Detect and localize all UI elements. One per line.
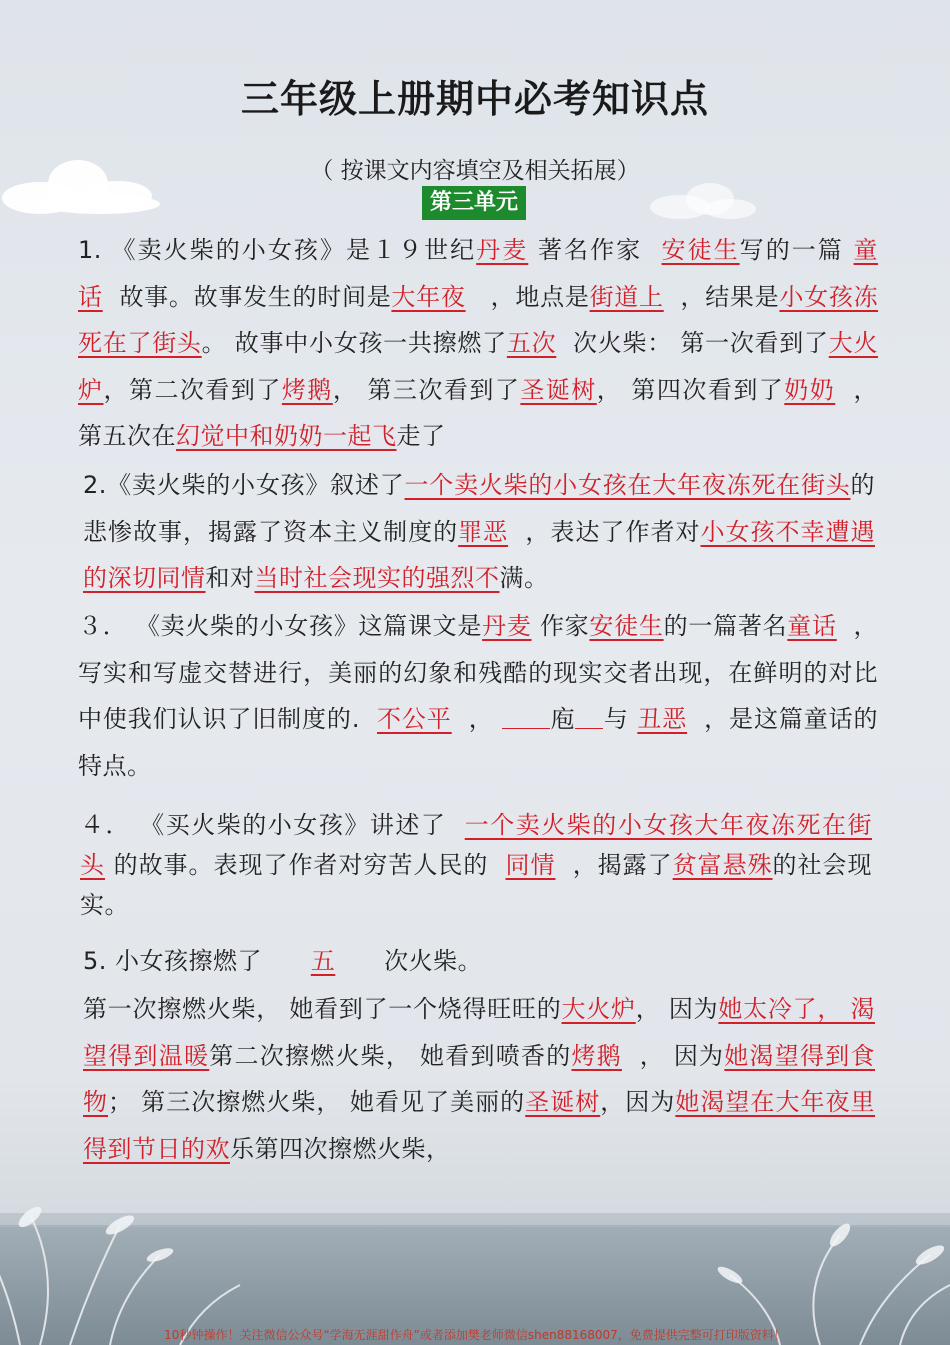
q5-answer: 她渴望得到食物 [83, 1041, 876, 1116]
q4-text: ４． 《买火柴的小女孩》讲述了 [80, 811, 447, 839]
q1-text: 故事。故事发生的时间是 [119, 282, 392, 311]
q5-text: ， 因为 [639, 1041, 725, 1070]
q3-answer: 安徒生 [589, 612, 664, 640]
q1-answer: 五次 [506, 329, 557, 357]
q5-answer: 五 [310, 947, 336, 975]
question-3 [78, 603, 878, 789]
footer-notice: 10秒钟操作！关注微信公众号“学海无涯甜作舟”或者添加樊老师微信shen88168007，免费提供完整可打印版资料！ [164, 1328, 786, 1342]
q2-answer: 小女孩不幸遭遇的深切同情 [83, 517, 876, 592]
page-subtitle: （ 按课文内容填空及相关拓展） [310, 158, 640, 184]
q1-answer: 童话 [78, 236, 879, 311]
question-2 [83, 462, 875, 602]
q4-answer: 一个卖火柴的小女孩大年夜冻死在街头 [80, 811, 872, 879]
q1-answer: 烤鹅 [281, 375, 333, 404]
q3-text: ，是这篇童话的特点。 [78, 705, 879, 780]
q1-text: ， 第四次看到了 [596, 375, 785, 404]
q5-text: ； 第三次擦燃火柴， 她看见了美丽的 [108, 1088, 526, 1116]
q1-text: ， 第五次在 [78, 375, 878, 450]
reeds-water-illustration [0, 1195, 950, 1345]
q4-text: 的故事。表现了作者对穷苦人民的 [113, 851, 489, 879]
q1-answer: 大火炉 [78, 329, 878, 404]
q2-answer: 当时社会现实的强烈不 [254, 564, 500, 592]
q2-text: 的悲惨故事，揭露了资本主义制度的 [83, 471, 876, 546]
question-4 [80, 805, 872, 925]
q3-text: 庖 [550, 705, 576, 733]
q1-text: ，结果是 [680, 282, 780, 311]
q5-text: ， 因为 [635, 995, 719, 1023]
q2-text: ，表达了作者对 [525, 517, 701, 546]
q4-text: 的社会现实。 [80, 851, 872, 919]
q1-answer: 小女孩冻死在了街头 [78, 282, 879, 357]
q3-text: ３． 《卖火柴的小女孩》这篇课文是 [78, 612, 483, 640]
q1-text: 次火柴： 第一次看到了 [573, 329, 829, 357]
q5-answer: 烤鹅 [571, 1041, 622, 1070]
q1-answer: 街道上 [589, 282, 664, 311]
question-1 [78, 227, 878, 460]
q2-text: 和对 [205, 564, 255, 592]
q1-answer: 丹麦 [476, 236, 529, 264]
q1-answer: 安徒生 [661, 236, 740, 264]
q3-text: ，写实和写虚交替进行，美丽的幻象和残酷的现实交者出现，在鲜明的对比中使我们认识了旧制度的. [78, 612, 878, 733]
q5-text: 第一次擦燃火柴， 她看到了一个烧得旺旺的 [83, 995, 562, 1023]
q5-text: 5. 小女孩擦燃了 [83, 947, 263, 975]
q3-text: 的一篇著名 [663, 612, 788, 640]
q2-text: 满。 [499, 564, 549, 592]
q3-text: 作家 [539, 612, 590, 640]
q1-answer: 幻觉中和奶奶一起飞 [176, 422, 397, 450]
q2-text: 2.《卖火柴的小女孩》叙述了 [83, 471, 405, 499]
q1-answer: 奶奶 [784, 375, 836, 404]
q5-text: 乐第四次擦燃火柴， [230, 1134, 451, 1163]
q1-text: 走了 [396, 422, 446, 450]
q4-text: ，揭露了 [572, 851, 673, 879]
question-5 [83, 986, 875, 1172]
question-5-intro [83, 938, 883, 985]
q3-answer: 丑恶 [637, 705, 688, 733]
q5-answer: 圣诞树 [525, 1088, 601, 1116]
q3-text: 与 [603, 705, 629, 733]
q5-text: ，因为 [600, 1088, 676, 1116]
q4-answer: 贫富悬殊 [672, 851, 773, 879]
empty-blank [575, 727, 603, 729]
q3-answer: 丹麦 [482, 612, 532, 640]
q5-text: 第二次擦燃火柴， 她看到喷香的 [209, 1041, 572, 1070]
q1-answer: 圣诞树 [520, 375, 597, 404]
q1-text: ，第二次看到了 [103, 375, 282, 404]
empty-blank [502, 727, 550, 729]
q3-text: ， [468, 705, 494, 733]
q5-answer: 大火炉 [561, 995, 636, 1023]
q1-text: ， 第三次看到了 [332, 375, 521, 404]
page-title: 三年级上册期中必考知识点 [240, 76, 709, 121]
q3-answer: 不公平 [377, 705, 452, 733]
q5-answer: 她渴望在大年夜里得到节日的欢 [83, 1088, 876, 1163]
q1-text: 写的一篇 [739, 236, 844, 264]
unit-badge: 第三单元 [422, 186, 526, 220]
q5-text: 次火柴。 [384, 947, 483, 975]
q5-answer: 她太冷了， 渴望得到温暖 [83, 995, 875, 1070]
q1-answer: 大年夜 [391, 282, 466, 311]
q1-text: 著名作家 [537, 236, 643, 264]
q4-answer: 同情 [505, 851, 556, 879]
q1-text: ，地点是 [490, 282, 590, 311]
q2-answer: 罪恶 [458, 517, 509, 546]
q1-text: 1. 《卖火柴的小女孩》是１９世纪 [78, 236, 477, 264]
q1-text: 。 故事中小女孩一共擦燃了 [201, 329, 507, 357]
q2-answer: 一个卖火柴的小女孩在大年夜冻死在街头 [404, 471, 851, 499]
q3-answer: 童话 [787, 612, 837, 640]
